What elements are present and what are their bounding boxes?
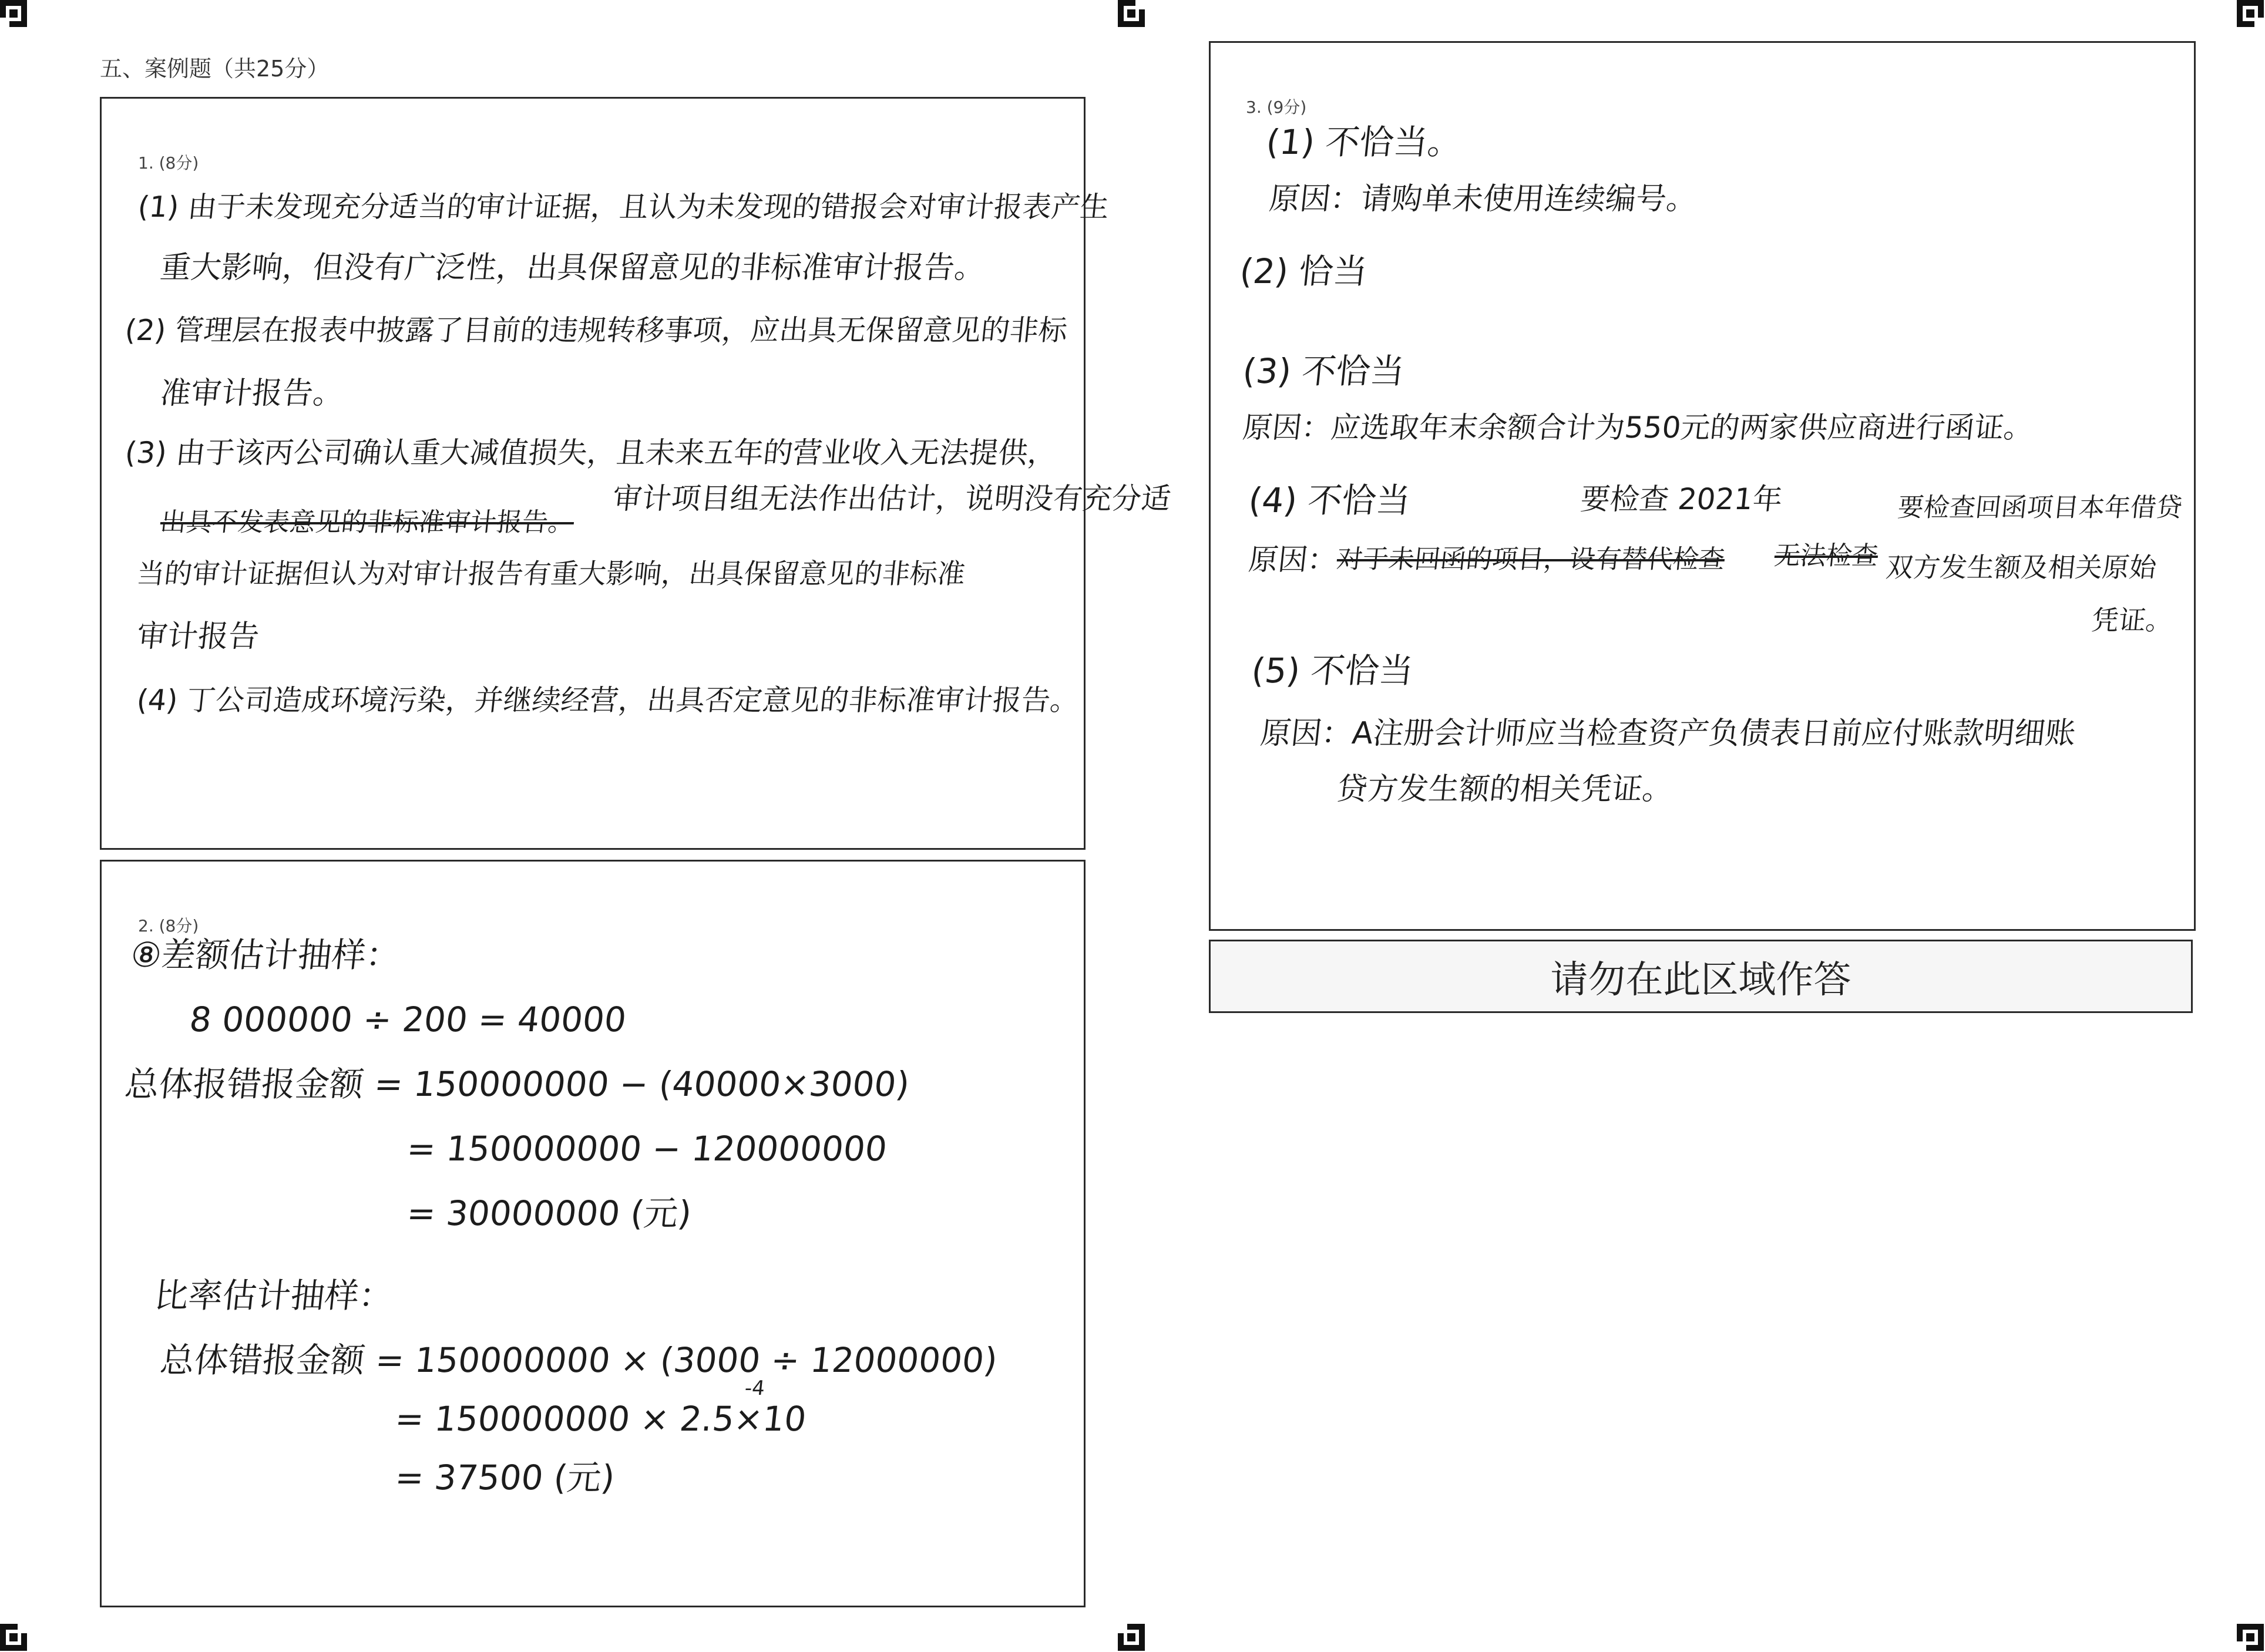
answer-line-struck (1335, 544, 1726, 574)
answer-line: 审计报告 (135, 619, 261, 654)
answer-box-q2 (100, 860, 1086, 1607)
answer-line: (4) 丁公司造成环境污染，并继续经营，出具否定意见的非标准审计报告。 (135, 684, 1081, 717)
question-label: 2. (8分) (138, 916, 199, 936)
corner-marker-bottom-right (2237, 1624, 2264, 1651)
no-answer-zone (1209, 940, 2193, 1013)
corner-marker-bottom-center (1118, 1624, 1145, 1651)
answer-line: = 150000000 − 120000000 (405, 1129, 889, 1169)
answer-line: 原因： (1246, 543, 1339, 577)
answer-line: ⑧差额估计抽样： (129, 935, 402, 975)
answer-line: = 150000000 × 2.5×10 (393, 1399, 808, 1439)
answer-line-struck (1773, 543, 1880, 569)
answer-line: = 30000000 (元) (405, 1193, 694, 1233)
answer-line: 当的审计证据但认为对审计报告有重大影响，出具保留意见的非标准 (135, 558, 967, 590)
corner-marker-top-left (0, 0, 27, 27)
answer-line: 原因：请购单未使用连续编号。 (1267, 181, 1699, 217)
corner-marker-top-right (2237, 0, 2264, 27)
question-label: 1. (8分) (138, 153, 199, 173)
answer-line: 贷方发生额的相关凭证。 (1335, 772, 1675, 807)
question-label: 3. (9分) (1246, 97, 1307, 117)
answer-line: (3) 由于该丙公司确认重大减值损失，且未来五年的营业收入无法提供， (123, 436, 1059, 470)
corner-marker-bottom-left (0, 1624, 27, 1651)
section-title: 五、案例题（共25分） (100, 56, 330, 82)
answer-line: (1) 由于未发现充分适当的审计证据，且认为未发现的错报会对审计报表产生 (136, 190, 1111, 224)
answer-line: 双方发生额及相关原始 (1884, 551, 2158, 583)
answer-line: 审计项目组无法作出估计，说明没有充分适 (610, 482, 1173, 516)
answer-line: 原因：应选取年末余额合计为550元的两家供应商进行函证。 (1241, 411, 2035, 445)
answer-line-struck (159, 507, 576, 537)
answer-line: 总体错报金额 = 150000000 × (3000 ÷ 12000000) (158, 1340, 1000, 1380)
answer-line: = 37500 (元) (393, 1458, 617, 1498)
answer-line: 凭证。 (2090, 604, 2175, 636)
answer-box-q1 (100, 97, 1173, 850)
answer-line: 准审计报告。 (158, 376, 346, 411)
answer-line: 原因：A注册会计师应当检查资产负债表日前应付账款明细账 (1258, 716, 2078, 751)
answer-line: (4) 不恰当 (1246, 480, 1413, 520)
answer-line: (2) 恰当 (1238, 251, 1370, 291)
answer-box-q3 (1209, 41, 2196, 931)
answer-line: (3) 不恰当 (1241, 351, 1407, 391)
inserted-text: 要检查 2021年 (1578, 482, 1785, 516)
no-answer-text: 请勿在此区域作答 (1550, 958, 1851, 1002)
answer-line: 总体报错报金额 = 150000000 − (40000×3000) (123, 1064, 912, 1104)
answer-line: 8 000000 ÷ 200 = 40000 (187, 1000, 629, 1039)
struck-text: 对于未回函的项目，设有替代检查 (1335, 544, 1726, 574)
answer-line: 比率估计抽样： (152, 1276, 395, 1315)
struck-text: 出具不发表意见的非标准审计报告。 (159, 507, 576, 537)
exponent-text: -4 (743, 1377, 767, 1400)
answer-line: 重大影响，但没有广泛性，出具保留意见的非标准审计报告。 (158, 250, 987, 285)
answer-line: (1) 不恰当。 (1264, 122, 1464, 162)
answer-line: (2) 管理层在报表中披露了目前的违规转移事项，应出具无保留意见的非标 (123, 314, 1069, 347)
struck-text: 无法检查 (1773, 541, 1880, 571)
answer-line: 要检查回函项目本年借贷 (1896, 493, 2184, 523)
answer-line: (5) 不恰当 (1249, 651, 1416, 691)
corner-marker-top-center (1118, 0, 1145, 27)
